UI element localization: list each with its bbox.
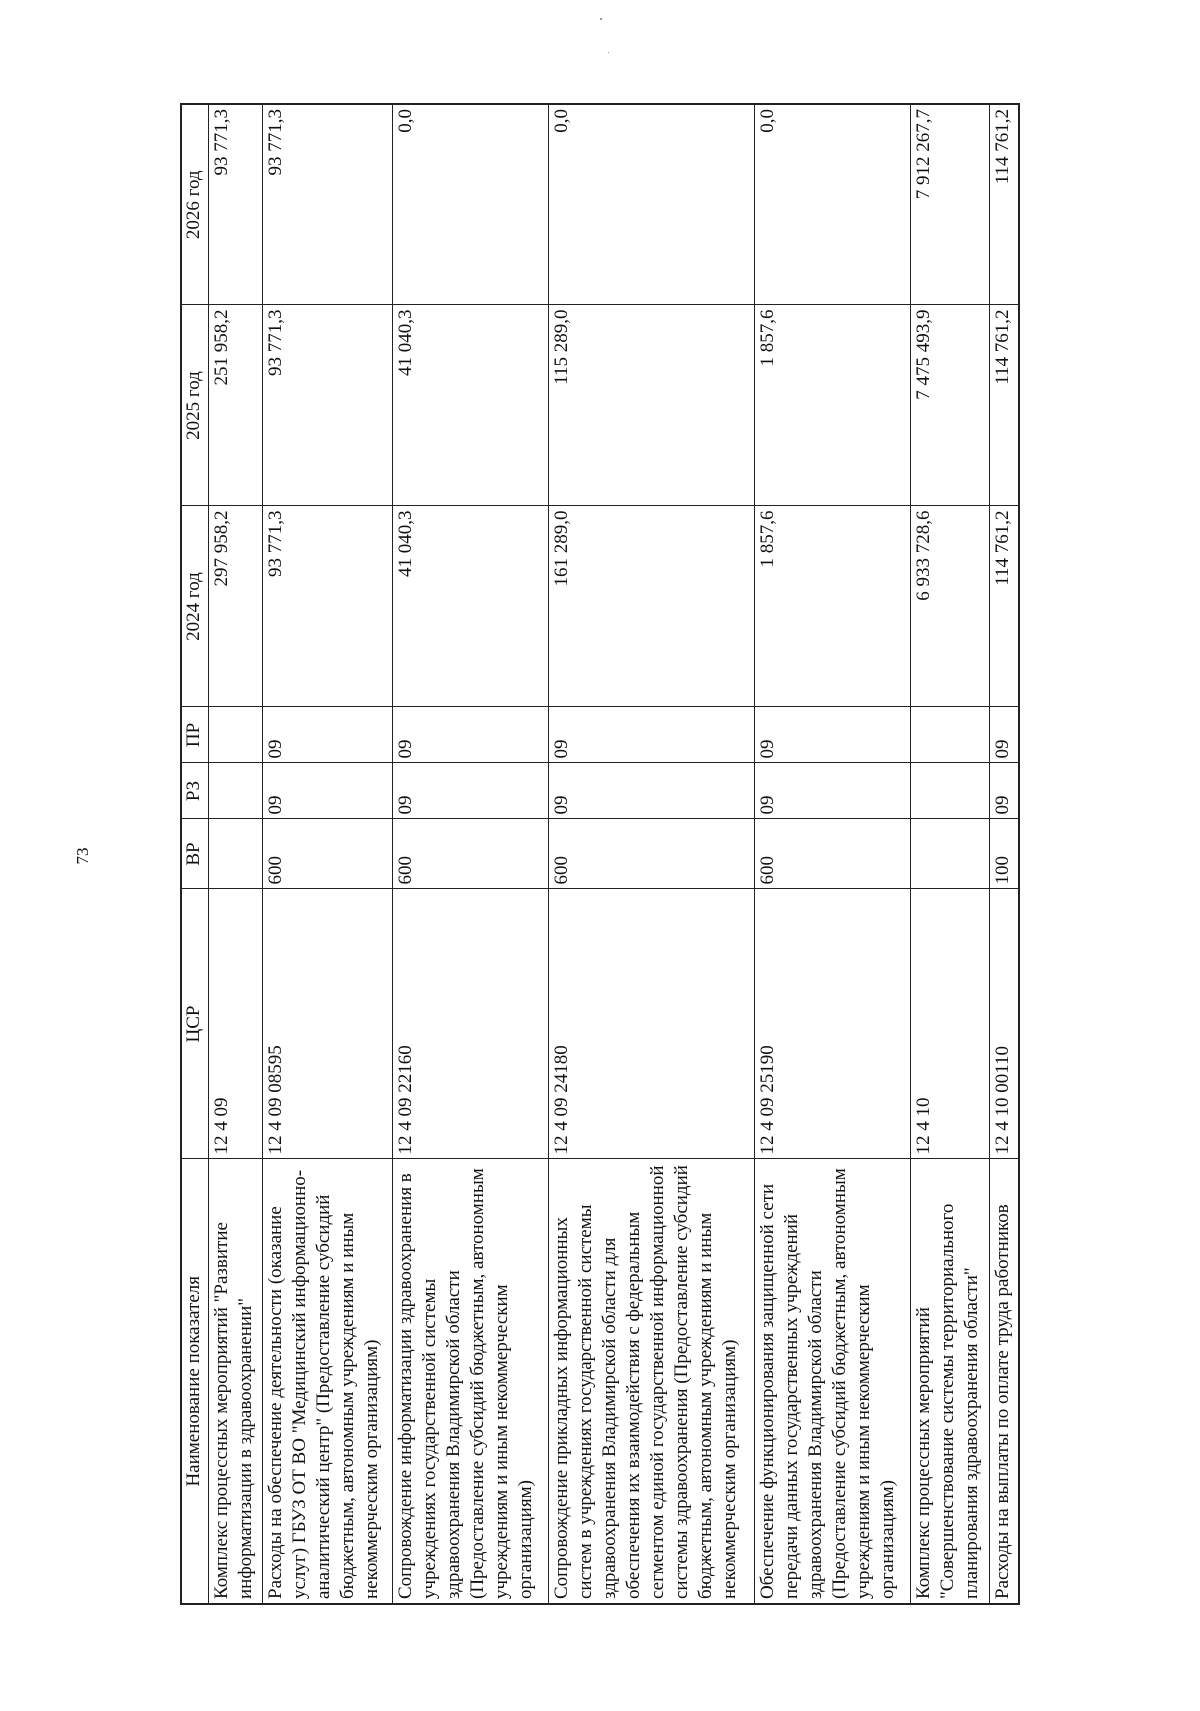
cell-pr: 09 — [393, 707, 549, 763]
header-2025: 2025 год — [181, 305, 209, 506]
cell-name: Комплекс процессных мероприятий "Совершенствование системы территориального планирования здравоохранения области" — [910, 1159, 989, 1604]
header-2026: 2026 год — [181, 104, 209, 305]
cell-2026: 0,0 — [548, 104, 754, 305]
cell-2025: 251 958,2 — [209, 305, 263, 506]
cell-2024: 93 771,3 — [262, 506, 392, 707]
cell-rz — [910, 763, 989, 819]
cell-2025: 114 761,2 — [990, 305, 1019, 506]
cell-vr: 100 — [990, 819, 1019, 889]
scan-speck — [608, 52, 609, 53]
cell-2025: 7 475 493,9 — [910, 305, 989, 506]
cell-vr — [910, 819, 989, 889]
cell-rz: 09 — [755, 763, 911, 819]
cell-2026: 93 771,3 — [209, 104, 263, 305]
table-row — [755, 104, 911, 1604]
table-row — [548, 104, 754, 1604]
cell-2026: 0,0 — [393, 104, 549, 305]
cell-2026: 114 761,2 — [990, 104, 1019, 305]
cell-vr: 600 — [393, 819, 549, 889]
cell-2024: 41 040,3 — [393, 506, 549, 707]
cell-2025: 41 040,3 — [393, 305, 549, 506]
cell-name: Расходы на выплаты по оплате труда работников — [990, 1159, 1019, 1604]
header-vr: ВР — [181, 819, 209, 889]
cell-2026: 7 912 267,7 — [910, 104, 989, 305]
table-row — [393, 104, 549, 1604]
table-row — [990, 104, 1019, 1604]
budget-table — [180, 103, 1020, 1605]
cell-pr: 09 — [548, 707, 754, 763]
cell-2024: 114 761,2 — [990, 506, 1019, 707]
cell-name: Сопровождение прикладных информационных систем в учреждениях государственной системы здравоохранения Владимирской области для обеспечения их взаимодействия с федеральным сегментом единой государственной информационной системы здравоохранения (Предоставление субсидий бюджетным, автономным учреждениям и иным некоммерческим организациям) — [548, 1159, 754, 1604]
header-name: Наименование показателя — [181, 1159, 209, 1604]
cell-2024: 1 857,6 — [755, 506, 911, 707]
cell-csr: 12 4 09 25190 — [755, 889, 911, 1159]
cell-pr: 09 — [262, 707, 392, 763]
cell-2025: 1 857,6 — [755, 305, 911, 506]
cell-pr — [209, 707, 263, 763]
table-row — [262, 104, 392, 1604]
cell-csr: 12 4 10 00110 — [990, 889, 1019, 1159]
cell-vr: 600 — [262, 819, 392, 889]
cell-name: Расходы на обеспечение деятельности (оказание услуг) ГБУЗ ОТ ВО "Медицинский информационно-аналитический центр" (Предоставление субсидий бюджетным, автономным учреждениям и иным некоммерческим организациям) — [262, 1159, 392, 1604]
cell-csr: 12 4 09 22160 — [393, 889, 549, 1159]
cell-vr: 600 — [755, 819, 911, 889]
header-csr: ЦСР — [181, 889, 209, 1159]
rotated-table-container — [180, 105, 1020, 1605]
cell-2024: 6 933 728,6 — [910, 506, 989, 707]
cell-vr: 600 — [548, 819, 754, 889]
cell-rz: 09 — [393, 763, 549, 819]
cell-rz: 09 — [262, 763, 392, 819]
cell-csr: 12 4 09 — [209, 889, 263, 1159]
cell-2024: 297 958,2 — [209, 506, 263, 707]
cell-2024: 161 289,0 — [548, 506, 754, 707]
table-row — [910, 104, 989, 1604]
table-header-row — [181, 104, 209, 1604]
cell-rz: 09 — [990, 763, 1019, 819]
cell-pr — [910, 707, 989, 763]
cell-vr — [209, 819, 263, 889]
cell-name: Сопровождение информатизации здравоохранения в учреждениях государственной системы здравоохранения Владимирской области (Предоставление субсидий бюджетным, автономным учреждениям и иным некоммерческим организациям) — [393, 1159, 549, 1604]
cell-2026: 0,0 — [755, 104, 911, 305]
header-2024: 2024 год — [181, 506, 209, 707]
cell-rz: 09 — [548, 763, 754, 819]
cell-pr: 09 — [755, 707, 911, 763]
cell-2026: 93 771,3 — [262, 104, 392, 305]
cell-2025: 93 771,3 — [262, 305, 392, 506]
header-pr: ПР — [181, 707, 209, 763]
cell-csr: 12 4 09 08595 — [262, 889, 392, 1159]
cell-csr: 12 4 09 24180 — [548, 889, 754, 1159]
cell-name: Обеспечение функционирования защищенной сети передачи данных государственных учреждений здравоохранения Владимирской области (Предоставление субсидий бюджетным, автономным учреждениям и иным некоммерческим организациям) — [755, 1159, 911, 1604]
cell-csr: 12 4 10 — [910, 889, 989, 1159]
cell-2025: 115 289,0 — [548, 305, 754, 506]
page-number: 73 — [73, 847, 92, 865]
cell-rz — [209, 763, 263, 819]
cell-pr: 09 — [990, 707, 1019, 763]
table-row — [209, 104, 263, 1604]
cell-name: Комплекс процессных мероприятий "Развитие информатизации в здравоохранении" — [209, 1159, 263, 1604]
scan-speck — [600, 18, 602, 20]
header-rz: РЗ — [181, 763, 209, 819]
